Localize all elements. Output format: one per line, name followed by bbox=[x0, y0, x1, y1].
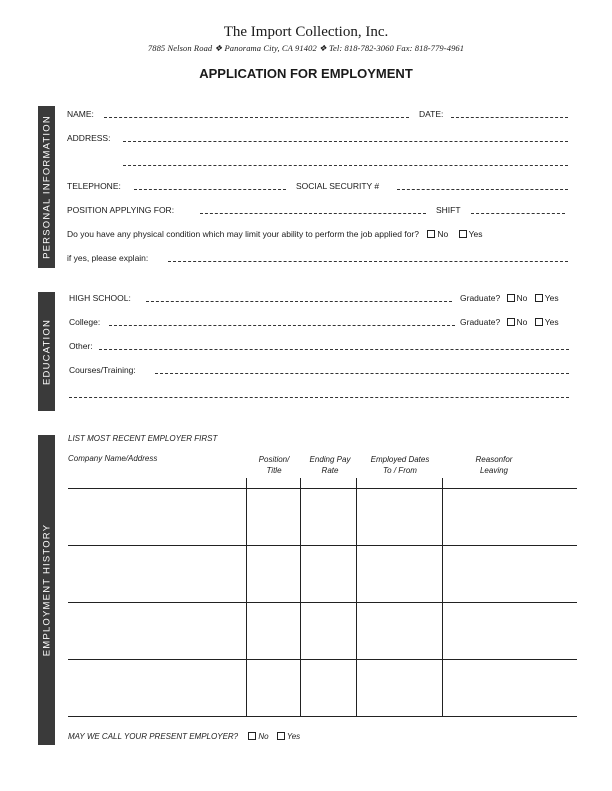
courses-field-line-2[interactable] bbox=[69, 397, 569, 398]
table-col-divider bbox=[300, 478, 301, 716]
education-section-label bbox=[38, 292, 55, 411]
high-school-graduate-no-checkbox[interactable] bbox=[507, 294, 515, 302]
col-header-reason-line-2: Leaving bbox=[479, 466, 509, 475]
condition-question bbox=[67, 229, 482, 239]
name-field[interactable] bbox=[104, 117, 409, 118]
date-field[interactable] bbox=[451, 117, 568, 118]
high-school-graduate-yes-checkbox[interactable] bbox=[535, 294, 543, 302]
table-row-divider bbox=[68, 659, 577, 660]
col-header-dates-line-2: To / From bbox=[383, 466, 417, 475]
col-header-pay-line-1: Ending Pay bbox=[309, 455, 351, 464]
condition-no-label: No bbox=[437, 229, 449, 239]
col-header-reason-line-1: Reasonfor bbox=[475, 455, 513, 464]
ssn-field[interactable] bbox=[397, 189, 568, 190]
company-address: 7885 Nelson Road ❖ Panorama City, CA 91402 ❖ Tel: 818-782-3060 Fax: 818-779-4961 bbox=[147, 43, 465, 53]
col-header-pay bbox=[301, 454, 359, 476]
call-employer-question-text: MAY WE CALL YOUR PRESENT EMPLOYER? bbox=[68, 732, 239, 741]
employment-history-section-label bbox=[38, 435, 55, 745]
col-header-position-line-2: Title bbox=[266, 466, 282, 475]
high-school-no-label: No bbox=[516, 293, 528, 303]
college-yes-label: Yes bbox=[544, 317, 559, 327]
explain-label: if yes, please explain: bbox=[67, 253, 149, 263]
other-label: Other: bbox=[69, 341, 93, 351]
shift-label: SHIFT bbox=[436, 205, 461, 215]
condition-yes-checkbox[interactable] bbox=[459, 230, 467, 238]
table-row-divider bbox=[68, 716, 577, 717]
table-row-divider bbox=[68, 488, 577, 489]
college-graduate-yes-checkbox[interactable] bbox=[535, 318, 543, 326]
position-label: POSITION APPLYING FOR: bbox=[67, 205, 175, 215]
date-label: DATE: bbox=[419, 109, 444, 119]
college-field[interactable] bbox=[109, 325, 455, 326]
table-col-divider bbox=[246, 478, 247, 716]
education-label-text: EDUCATION bbox=[41, 318, 52, 385]
position-field[interactable] bbox=[200, 213, 426, 214]
college-graduate bbox=[460, 317, 559, 327]
telephone-label: TELEPHONE: bbox=[67, 181, 121, 191]
call-employer-no-checkbox[interactable] bbox=[248, 732, 256, 740]
call-employer-yes-label: Yes bbox=[286, 732, 301, 741]
personal-information-label-text: PERSONAL INFORMATION bbox=[41, 115, 52, 259]
col-header-company: Company Name/Address bbox=[68, 454, 158, 463]
name-label: NAME: bbox=[67, 109, 94, 119]
personal-information-section-label bbox=[38, 106, 55, 268]
college-no-label: No bbox=[516, 317, 528, 327]
shift-field[interactable] bbox=[471, 213, 565, 214]
call-employer-question bbox=[68, 732, 300, 741]
company-name: The Import Collection, Inc. bbox=[223, 24, 389, 40]
form-title: APPLICATION FOR EMPLOYMENT bbox=[199, 66, 413, 81]
condition-yes-label: Yes bbox=[468, 229, 483, 239]
table-row-divider bbox=[68, 602, 577, 603]
high-school-graduate bbox=[460, 293, 559, 303]
other-field[interactable] bbox=[99, 349, 569, 350]
col-header-dates bbox=[357, 454, 443, 476]
call-employer-yes-checkbox[interactable] bbox=[277, 732, 285, 740]
high-school-yes-label: Yes bbox=[544, 293, 559, 303]
table-col-divider bbox=[356, 478, 357, 716]
col-header-pay-line-2: Rate bbox=[321, 466, 339, 475]
high-school-graduate-label: Graduate? bbox=[460, 293, 501, 303]
col-header-dates-line-1: Employed Dates bbox=[370, 455, 430, 464]
call-employer-no-label: No bbox=[258, 732, 269, 741]
col-header-position-line-1: Position/ bbox=[258, 455, 290, 464]
address-field-line-1[interactable] bbox=[123, 141, 568, 142]
address-field-line-2[interactable] bbox=[123, 165, 568, 166]
ssn-label: SOCIAL SECURITY # bbox=[296, 181, 380, 191]
employment-table bbox=[68, 478, 577, 718]
telephone-field[interactable] bbox=[134, 189, 286, 190]
courses-label: Courses/Training: bbox=[69, 365, 136, 375]
college-label: College: bbox=[69, 317, 101, 327]
condition-question-text: Do you have any physical condition which may limit your ability to perform the job applied for? bbox=[67, 229, 419, 239]
college-graduate-label: Graduate? bbox=[460, 317, 501, 327]
courses-field-line-1[interactable] bbox=[155, 373, 569, 374]
employment-history-label-text: EMPLOYMENT HISTORY bbox=[41, 523, 52, 657]
high-school-label: HIGH SCHOOL: bbox=[69, 293, 131, 303]
address-label: ADDRESS: bbox=[67, 133, 111, 143]
col-header-position bbox=[248, 454, 300, 476]
table-col-divider bbox=[442, 478, 443, 716]
college-graduate-no-checkbox[interactable] bbox=[507, 318, 515, 326]
table-row-divider bbox=[68, 545, 577, 546]
col-header-reason bbox=[450, 454, 538, 476]
high-school-field[interactable] bbox=[146, 301, 452, 302]
explain-field[interactable] bbox=[168, 261, 568, 262]
employment-instruction: LIST MOST RECENT EMPLOYER FIRST bbox=[68, 434, 218, 443]
condition-no-checkbox[interactable] bbox=[427, 230, 435, 238]
